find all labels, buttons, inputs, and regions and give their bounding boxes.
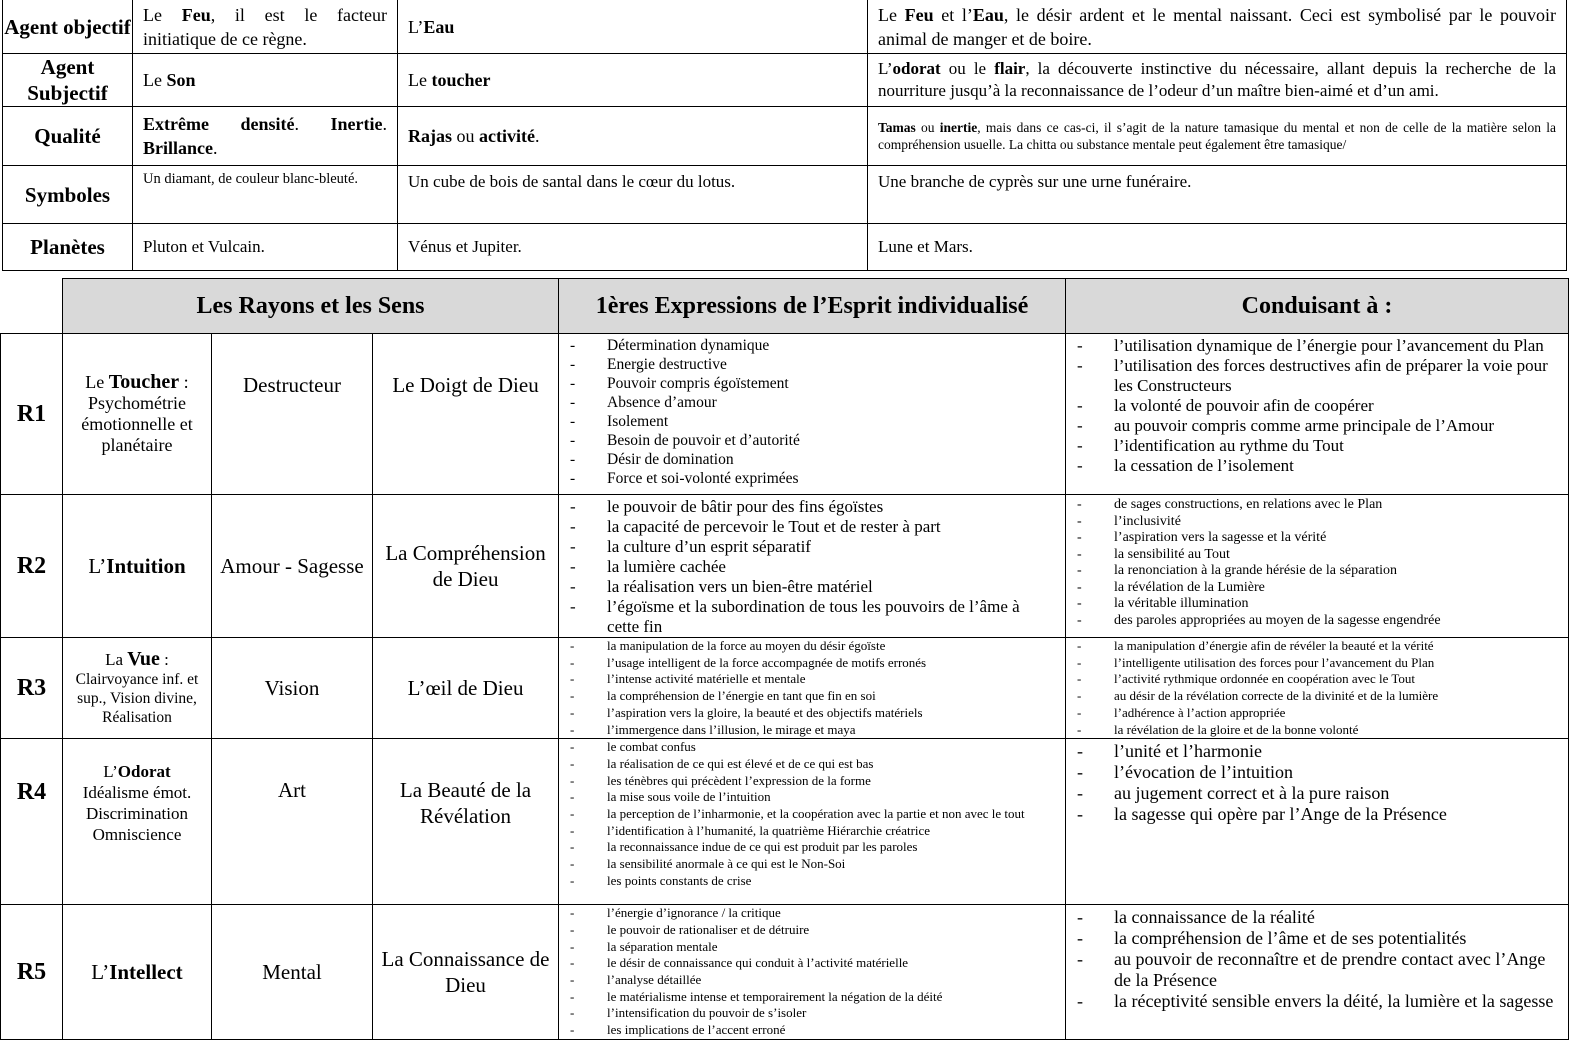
list-item: - le pouvoir de bâtir pour des fins égoïstes: [559, 497, 1065, 517]
leading-list: [1066, 497, 1568, 629]
list-item: - l’intelligente utilisation des forces pour l’avancement du Plan: [1066, 655, 1568, 672]
cell: Pluton et Vulcain.: [133, 224, 398, 271]
ray-number: R1: [1, 334, 63, 495]
cell: Un diamant, de couleur blanc-bleuté.: [133, 166, 398, 224]
divine-cell: La Compréhension de Dieu: [373, 495, 559, 638]
leading-cell: [1066, 739, 1569, 905]
leading-list: [1066, 638, 1568, 738]
list-item: - l’immergence dans l’illusion, le mirage et maya: [559, 722, 1065, 739]
list-item: - la reconnaissance indue de ce qui est produit par les paroles: [559, 839, 1065, 856]
header-row: [1, 279, 1569, 334]
row-qualite: [3, 107, 1567, 166]
cell: Le Son: [133, 54, 398, 107]
list-item: - la mise sous voile de l’intuition: [559, 789, 1065, 806]
sense-cell: L’Intuition: [63, 495, 212, 638]
cell: L’Eau: [398, 0, 868, 54]
cell: Rajas ou activité.: [398, 107, 868, 166]
ray-number: R5: [1, 905, 63, 1040]
expressions-list: [559, 638, 1065, 738]
list-item: - l’évocation de l’intuition: [1066, 762, 1568, 783]
list-item: - l’énergie d’ignorance / la critique: [559, 905, 1065, 922]
list-item: - l’identification à l’humanité, la quatrième Hiérarchie créatrice: [559, 823, 1065, 840]
list-item: - l’activité rythmique ordonnée en coopération avec le Tout: [1066, 671, 1568, 688]
leading-cell: [1066, 905, 1569, 1040]
row-agent-subjectif: [3, 54, 1567, 107]
list-item: - la connaissance de la réalité: [1066, 907, 1568, 928]
sense-cell: L’Odorat Idéalisme émot. Discrimination Omniscience: [63, 739, 212, 905]
list-item: - la lumière cachée: [559, 557, 1065, 577]
expressions-cell: [559, 638, 1066, 739]
header-blank: [1, 279, 63, 334]
header-rays-senses: Les Rayons et les Sens: [63, 279, 559, 334]
list-item: - Désir de domination: [559, 450, 1065, 469]
row-label: Qualité: [3, 107, 133, 166]
list-item: - Détermination dynamique: [559, 336, 1065, 355]
cell: Une branche de cyprès sur une urne funéraire.: [868, 166, 1567, 224]
expressions-cell: [559, 495, 1066, 638]
table-row: [1, 905, 1569, 1040]
list-item: - au désir de la révélation correcte de la divinité et de la lumière: [1066, 688, 1568, 705]
list-item: - Isolement: [559, 412, 1065, 431]
list-item: - la renonciation à la grande hérésie de la séparation: [1066, 563, 1568, 580]
list-item: - Pouvoir compris égoïstement: [559, 374, 1065, 393]
list-item: - la réceptivité sensible envers la déité, la lumière et la sagesse: [1066, 991, 1568, 1012]
list-item: - le désir de connaissance qui conduit à l’activité matérielle: [559, 955, 1065, 972]
row-label: Agent objectif: [3, 0, 133, 54]
table-row: [1, 638, 1569, 739]
list-item: - la manipulation d’énergie afin de révéler la beauté et la vérité: [1066, 638, 1568, 655]
cell: Un cube de bois de santal dans le cœur du lotus.: [398, 166, 868, 224]
aspect-cell: Art: [212, 739, 373, 905]
cell: Le Feu, il est le facteur initiatique de ce règne.: [133, 0, 398, 54]
list-item: - la réalisation vers un bien-être matériel: [559, 577, 1065, 597]
leading-cell: [1066, 638, 1569, 739]
table-row: [1, 334, 1569, 495]
cell: Lune et Mars.: [868, 224, 1567, 271]
cell: Tamas ou inertie, mais dans ce cas-ci, il s’agit de la nature tamasique du mental et non de celle de la matière selon la compréhension usuelle. La chitta ou substance mentale peut également être tamasique/: [868, 107, 1567, 166]
leading-list: [1066, 336, 1568, 476]
aspect-cell: Amour - Sagesse: [212, 495, 373, 638]
cell: Vénus et Jupiter.: [398, 224, 868, 271]
row-symboles: [3, 166, 1567, 224]
list-item: - les ténèbres qui précèdent l’expression de la forme: [559, 773, 1065, 790]
list-item: - Force et soi-volonté exprimées: [559, 469, 1065, 488]
list-item: - Besoin de pouvoir et d’autorité: [559, 431, 1065, 450]
table-row: [1, 495, 1569, 638]
cell: Extrême densité. Inertie. Brillance.: [133, 107, 398, 166]
aspect-cell: Destructeur: [212, 334, 373, 495]
list-item: - la sensibilité anormale à ce qui est le Non-Soi: [559, 856, 1065, 873]
aspect-cell: Mental: [212, 905, 373, 1040]
table-row: [1, 739, 1569, 905]
properties-table: [2, 0, 1567, 271]
expressions-cell: [559, 334, 1066, 495]
list-item: - l’inclusivité: [1066, 514, 1568, 531]
list-item: - la culture d’un esprit séparatif: [559, 537, 1065, 557]
list-item: - l’adhérence à l’action appropriée: [1066, 705, 1568, 722]
list-item: - le pouvoir de rationaliser et de détruire: [559, 922, 1065, 939]
list-item: - l’usage intelligent de la force accompagnée de motifs erronés: [559, 655, 1065, 672]
list-item: - au pouvoir compris comme arme principale de l’Amour: [1066, 416, 1568, 436]
list-item: - la cessation de l’isolement: [1066, 456, 1568, 476]
list-item: - de sages constructions, en relations avec le Plan: [1066, 497, 1568, 514]
cell: Le Feu et l’Eau, le désir ardent et le mental naissant. Ceci est symbolisé par le pouvoir animal de manger et de boire.: [868, 0, 1567, 54]
sense-cell: L’Intellect: [63, 905, 212, 1040]
list-item: - le matérialisme intense et temporairement la négation de la déité: [559, 989, 1065, 1006]
list-item: - le combat confus: [559, 739, 1065, 756]
list-item: - l’utilisation dynamique de l’énergie pour l’avancement du Plan: [1066, 336, 1568, 356]
list-item: - la véritable illumination: [1066, 596, 1568, 613]
leading-list: [1066, 741, 1568, 825]
list-item: - la sensibilité au Tout: [1066, 547, 1568, 564]
list-item: - l’aspiration vers la sagesse et la vérité: [1066, 530, 1568, 547]
aspect-cell: Vision: [212, 638, 373, 739]
list-item: - la réalisation de ce qui est élevé et de ce qui est bas: [559, 756, 1065, 773]
expressions-list: [559, 905, 1065, 1039]
list-item: - la manipulation de la force au moyen du désir égoïste: [559, 638, 1065, 655]
leading-list: [1066, 907, 1568, 1012]
list-item: - la sagesse qui opère par l’Ange de la Présence: [1066, 804, 1568, 825]
divine-cell: La Connaissance de Dieu: [373, 905, 559, 1040]
list-item: - la compréhension de l’âme et de ses potentialités: [1066, 928, 1568, 949]
list-item: - les implications de l’accent erroné: [559, 1022, 1065, 1039]
list-item: - la volonté de pouvoir afin de coopérer: [1066, 396, 1568, 416]
list-item: - la capacité de percevoir le Tout et de rester à part: [559, 517, 1065, 537]
row-label: Symboles: [3, 166, 133, 224]
list-item: - la révélation de la Lumière: [1066, 580, 1568, 597]
leading-cell: [1066, 495, 1569, 638]
list-item: - des paroles appropriées au moyen de la sagesse engendrée: [1066, 613, 1568, 630]
divine-cell: L’œil de Dieu: [373, 638, 559, 739]
list-item: - l’aspiration vers la gloire, la beauté et des objectifs matériels: [559, 705, 1065, 722]
list-item: - les points constants de crise: [559, 873, 1065, 890]
rays-senses-table: [0, 278, 1569, 1040]
sense-cell: Le Toucher : Psychométrie émotionnelle et planétaire: [63, 334, 212, 495]
list-item: - au pouvoir de reconnaître et de prendre contact avec l’Ange de la Présence: [1066, 949, 1568, 991]
list-item: - au jugement correct et à la pure raison: [1066, 783, 1568, 804]
row-agent-objectif: [3, 0, 1567, 54]
list-item: - l’analyse détaillée: [559, 972, 1065, 989]
cell: Le toucher: [398, 54, 868, 107]
expressions-cell: [559, 739, 1066, 905]
expressions-list: [559, 336, 1065, 488]
list-item: - Energie destructive: [559, 355, 1065, 374]
list-item: - l’égoïsme et la subordination de tous les pouvoirs de l’âme à cette fin: [559, 597, 1065, 637]
list-item: - la compréhension de l’énergie en tant que fin en soi: [559, 688, 1065, 705]
row-label: Planètes: [3, 224, 133, 271]
cell: L’odorat ou le flair, la découverte instinctive du nécessaire, allant depuis la recherche de la nourriture jusqu’à la reconnaissance de l’odeur d’un maître bien-aimé et d’un ami.: [868, 54, 1567, 107]
list-item: - Absence d’amour: [559, 393, 1065, 412]
list-item: - la séparation mentale: [559, 939, 1065, 956]
sense-cell: La Vue : Clairvoyance inf. et sup., Vision divine, Réalisation: [63, 638, 212, 739]
header-expressions: 1ères Expressions de l’Esprit individualisé: [559, 279, 1066, 334]
header-leading-to: Conduisant à :: [1066, 279, 1569, 334]
list-item: - l’intensification du pouvoir de s’isoler: [559, 1005, 1065, 1022]
ray-number: R2: [1, 495, 63, 638]
expressions-list: [559, 497, 1065, 637]
list-item: - la révélation de la gloire et de la bonne volonté: [1066, 722, 1568, 739]
ray-number: R3: [1, 638, 63, 739]
list-item: - l’unité et l’harmonie: [1066, 741, 1568, 762]
expressions-cell: [559, 905, 1066, 1040]
ray-number: R4: [1, 739, 63, 905]
expressions-list: [559, 739, 1065, 889]
list-item: - l’identification au rythme du Tout: [1066, 436, 1568, 456]
list-item: - la perception de l’inharmonie, et la coopération avec la partie et non avec le tout: [559, 806, 1065, 823]
list-item: - l’intense activité matérielle et mentale: [559, 671, 1065, 688]
row-label: Agent Subjectif: [3, 54, 133, 107]
row-planetes: [3, 224, 1567, 271]
leading-cell: [1066, 334, 1569, 495]
divine-cell: La Beauté de la Révélation: [373, 739, 559, 905]
divine-cell: Le Doigt de Dieu: [373, 334, 559, 495]
list-item: - l’utilisation des forces destructives afin de préparer la voie pour les Constructeurs: [1066, 356, 1568, 396]
